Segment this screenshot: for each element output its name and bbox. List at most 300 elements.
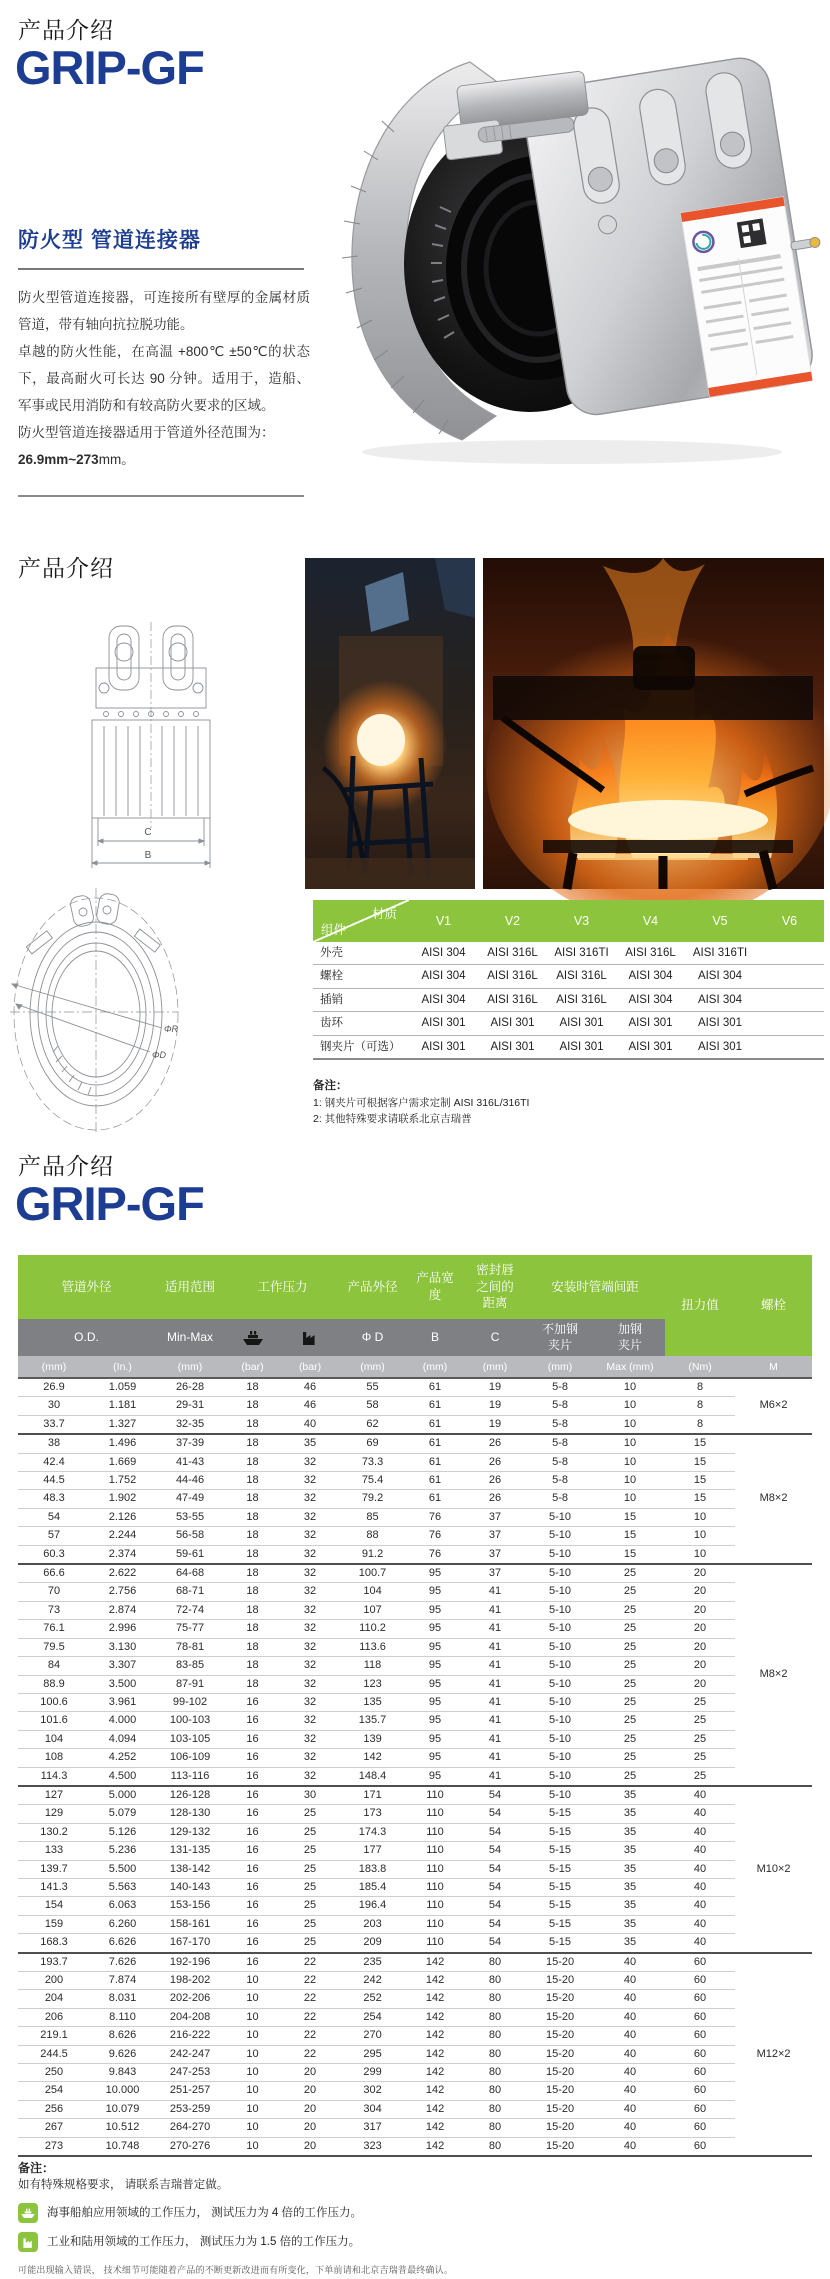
material-table	[313, 900, 824, 1060]
spec-cell: 60	[665, 1972, 735, 1990]
unit-bolt-m: M	[735, 1356, 812, 1378]
spec-cell: 35	[595, 1915, 665, 1933]
spec-cell: 5-10	[525, 1730, 595, 1748]
spec-row	[18, 2064, 812, 2082]
spec-cell: 8	[665, 1378, 735, 1397]
spec-cell: 5-8	[525, 1378, 595, 1397]
spec-cell: 113-116	[155, 1767, 225, 1786]
spec-cell: 54	[465, 1786, 525, 1805]
spec-cell: 110	[405, 1934, 465, 1953]
spec-row	[18, 1490, 812, 1508]
dimension-label-c: C	[144, 827, 152, 838]
spec-cell: 5-8	[525, 1490, 595, 1508]
spec-cell: 113.6	[340, 1638, 405, 1656]
spec-cell: 16	[225, 1712, 280, 1730]
spec-cell: 59-61	[155, 1545, 225, 1564]
material-value	[755, 988, 824, 1011]
spec-cell: 3.961	[90, 1693, 155, 1711]
spec-cell: 142	[405, 2045, 465, 2063]
material-value	[755, 1035, 824, 1059]
spec-cell: 76.1	[18, 1620, 90, 1638]
spec-row	[18, 1842, 812, 1860]
spec-cell: 80	[465, 2064, 525, 2082]
spec-cell: 70	[18, 1583, 90, 1601]
spec-cell: 153-156	[155, 1897, 225, 1915]
spec-cell: 15	[665, 1434, 735, 1453]
col-group-product-width: 产品宽度	[405, 1255, 465, 1319]
spec-cell: 7.874	[90, 1972, 155, 1990]
spec-cell: 110	[405, 1897, 465, 1915]
col-group-torque: 扭力值	[665, 1255, 735, 1356]
spec-cell: 10	[665, 1527, 735, 1545]
industrial-note-row	[18, 2232, 812, 2252]
spec-cell: 95	[405, 1564, 465, 1583]
unit-range-mm: (mm)	[155, 1356, 225, 1378]
spec-cell: 5-15	[525, 1842, 595, 1860]
spec-row	[18, 1786, 812, 1805]
spec-cell: 32	[280, 1620, 340, 1638]
spec-cell: 25	[280, 1878, 340, 1896]
spec-row	[18, 1990, 812, 2008]
col-minmax: Min-Max	[155, 1319, 225, 1356]
spec-cell: 18	[225, 1490, 280, 1508]
spec-cell: 26	[465, 1434, 525, 1453]
spec-cell: 32	[280, 1583, 340, 1601]
spec-cell: 15-20	[525, 1990, 595, 2008]
spec-cell: 20	[280, 2119, 340, 2137]
spec-cell: 26	[465, 1490, 525, 1508]
spec-cell: 5-8	[525, 1415, 595, 1434]
spec-cell: 95	[405, 1767, 465, 1786]
material-row	[313, 988, 824, 1011]
spec-cell: 10	[225, 2064, 280, 2082]
spec-cell: 80	[465, 1972, 525, 1990]
spec-cell: 95	[405, 1675, 465, 1693]
spec-row	[18, 1897, 812, 1915]
material-component: 外壳	[313, 942, 409, 965]
spec-cell: 88.9	[18, 1675, 90, 1693]
material-row	[313, 965, 824, 988]
footer-notes-title: 备注：	[18, 2161, 55, 2175]
spec-cell: 95	[405, 1620, 465, 1638]
spec-cell: 114.3	[18, 1767, 90, 1786]
spec-cell: 110	[405, 1878, 465, 1896]
spec-cell: 61	[405, 1378, 465, 1397]
spec-cell: 40	[665, 1805, 735, 1823]
col-group-pipe-od: 管道外径	[18, 1255, 155, 1319]
spec-table	[18, 1255, 812, 2157]
unit-phid-mm: (mm)	[340, 1356, 405, 1378]
spec-row	[18, 1527, 812, 1545]
material-col-v1: V1	[409, 900, 478, 942]
spec-cell: 35	[595, 1842, 665, 1860]
spec-cell: 15-20	[525, 2027, 595, 2045]
spec-cell: 18	[225, 1453, 280, 1471]
section1-subtitle: 防火型 管道连接器	[18, 229, 201, 252]
material-value: AISI 301	[547, 1035, 616, 1059]
bolt-size-cell: M8×2	[735, 1434, 812, 1564]
spec-cell: 60.3	[18, 1545, 90, 1564]
spec-cell: 142	[405, 1990, 465, 2008]
spec-cell: 25	[595, 1564, 665, 1583]
spec-cell: 8	[665, 1397, 735, 1415]
bolt-size-cell: M6×2	[735, 1378, 812, 1434]
spec-cell: 141.3	[18, 1878, 90, 1896]
spec-cell: 10	[665, 1545, 735, 1564]
spec-cell: 91.2	[340, 1545, 405, 1564]
unit-bar-marine: (bar)	[225, 1356, 280, 1378]
material-corner-cell	[313, 900, 409, 942]
material-value: AISI 304	[685, 988, 755, 1011]
spec-cell: 15-20	[525, 2137, 595, 2156]
spec-cell: 200	[18, 1972, 90, 1990]
material-corner-label: 材质	[371, 907, 397, 921]
spec-cell: 142	[405, 1972, 465, 1990]
spec-cell: 35	[595, 1786, 665, 1805]
spec-cell: 16	[225, 1693, 280, 1711]
spec-cell: 10	[225, 2082, 280, 2100]
bolt-size-cell: M10×2	[735, 1786, 812, 1953]
material-value: AISI 301	[616, 1012, 685, 1035]
material-value	[755, 942, 824, 965]
material-value: AISI 304	[409, 988, 478, 1011]
spec-cell: 20	[665, 1601, 735, 1619]
spec-cell: 5-10	[525, 1601, 595, 1619]
spec-cell: 25	[280, 1842, 340, 1860]
spec-cell: 5-8	[525, 1472, 595, 1490]
material-row	[313, 1012, 824, 1035]
spec-cell: 5-10	[525, 1620, 595, 1638]
spec-row	[18, 1638, 812, 1656]
spec-cell: 95	[405, 1730, 465, 1748]
spec-cell: 25	[665, 1693, 735, 1711]
spec-cell: 16	[225, 1953, 280, 1972]
spec-cell: 26.9	[18, 1378, 90, 1397]
spec-cell: 80	[465, 2082, 525, 2100]
spec-cell: 10	[225, 2045, 280, 2063]
technical-drawing-front	[84, 620, 218, 886]
spec-cell: 185.4	[340, 1878, 405, 1896]
spec-cell: 88	[340, 1527, 405, 1545]
spec-cell: 58	[340, 1397, 405, 1415]
spec-row	[18, 2045, 812, 2063]
spec-cell: 167-170	[155, 1934, 225, 1953]
spec-cell: 1.059	[90, 1378, 155, 1397]
spec-cell: 4.252	[90, 1749, 155, 1767]
fire-test-photo-right	[483, 558, 824, 889]
unit-noclip-mm: (mm)	[525, 1356, 595, 1378]
spec-cell: 35	[595, 1805, 665, 1823]
spec-cell: 16	[225, 1878, 280, 1896]
marine-note-text: 海事船舶应用领域的工作压力， 测试压力为 4 倍的工作压力。	[47, 2206, 362, 2219]
spec-cell: 142	[405, 2008, 465, 2026]
spec-cell: 159	[18, 1915, 90, 1933]
footer-note-line1: 如有特殊规格要求， 请联系吉瑞普定做。	[18, 2179, 229, 2191]
spec-cell: 18	[225, 1472, 280, 1490]
spec-row	[18, 2008, 812, 2026]
spec-cell: 29-31	[155, 1397, 225, 1415]
spec-row	[18, 1434, 812, 1453]
material-value: AISI 316L	[478, 988, 547, 1011]
spec-cell: 142	[405, 1953, 465, 1972]
spec-cell: 2.374	[90, 1545, 155, 1564]
spec-cell: 235	[340, 1953, 405, 1972]
spec-cell: 15-20	[525, 2008, 595, 2026]
spec-cell: 25	[595, 1712, 665, 1730]
spec-cell: 75.4	[340, 1472, 405, 1490]
spec-cell: 10	[595, 1434, 665, 1453]
spec-cell: 10	[225, 2008, 280, 2026]
spec-units-row	[18, 1356, 812, 1378]
material-row	[313, 1035, 824, 1059]
spec-cell: 26	[465, 1453, 525, 1471]
od-range-suffix: mm。	[98, 452, 135, 467]
spec-cell: 20	[665, 1620, 735, 1638]
spec-row	[18, 1378, 812, 1397]
spec-row	[18, 1712, 812, 1730]
spec-cell: 10	[595, 1415, 665, 1434]
spec-cell: 267	[18, 2119, 90, 2137]
spec-cell: 128-130	[155, 1805, 225, 1823]
spec-cell: 5-15	[525, 1915, 595, 1933]
spec-cell: 25	[665, 1712, 735, 1730]
spec-cell: 244.5	[18, 2045, 90, 2063]
spec-cell: 61	[405, 1397, 465, 1415]
spec-cell: 22	[280, 2008, 340, 2026]
spec-cell: 1.902	[90, 1490, 155, 1508]
spec-row	[18, 1601, 812, 1619]
spec-cell: 80	[465, 2027, 525, 2045]
unit-torque-nm: (Nm)	[665, 1356, 735, 1378]
spec-cell: 60	[665, 2027, 735, 2045]
spec-cell: 47-49	[155, 1490, 225, 1508]
spec-cell: 80	[465, 2045, 525, 2063]
spec-cell: 198-202	[155, 1972, 225, 1990]
spec-cell: 25	[595, 1638, 665, 1656]
spec-cell: 270	[340, 2027, 405, 2045]
spec-cell: 25	[665, 1767, 735, 1786]
spec-cell: 22	[280, 1953, 340, 1972]
spec-cell: 110	[405, 1842, 465, 1860]
spec-cell: 38	[18, 1434, 90, 1453]
material-row	[313, 942, 824, 965]
spec-cell: 95	[405, 1583, 465, 1601]
spec-cell: 1.181	[90, 1397, 155, 1415]
spec-cell: 18	[225, 1583, 280, 1601]
spec-row	[18, 1397, 812, 1415]
spec-cell: 40	[595, 2064, 665, 2082]
spec-cell: 100.7	[340, 1564, 405, 1583]
spec-cell: 25	[665, 1749, 735, 1767]
spec-cell: 253-259	[155, 2100, 225, 2118]
spec-row	[18, 1823, 812, 1841]
spec-cell: 54	[465, 1842, 525, 1860]
spec-cell: 37	[465, 1545, 525, 1564]
spec-cell: 135.7	[340, 1712, 405, 1730]
spec-cell: 61	[405, 1434, 465, 1453]
spec-cell: 25	[665, 1730, 735, 1748]
spec-row	[18, 1730, 812, 1748]
material-col-v3: V3	[547, 900, 616, 942]
spec-cell: 20	[665, 1583, 735, 1601]
spec-cell: 158-161	[155, 1915, 225, 1933]
section1-title: GRIP-GF	[15, 41, 204, 94]
spec-cell: 5-10	[525, 1675, 595, 1693]
material-value: AISI 304	[685, 965, 755, 988]
spec-cell: 15	[595, 1508, 665, 1526]
spec-cell: 40	[665, 1823, 735, 1841]
footer-notes	[18, 2160, 812, 2279]
spec-cell: 41	[465, 1601, 525, 1619]
industrial-pressure-cell	[280, 1319, 340, 1356]
spec-cell: 42.4	[18, 1453, 90, 1471]
spec-cell: 57	[18, 1527, 90, 1545]
spec-row	[18, 2027, 812, 2045]
spec-cell: 251-257	[155, 2082, 225, 2100]
material-note-2: 2: 其他特殊要求请联系北京吉瑞普	[313, 1113, 472, 1125]
spec-cell: 16	[225, 1897, 280, 1915]
material-value: AISI 316TI	[685, 942, 755, 965]
spec-cell: 242-247	[155, 2045, 225, 2063]
spec-cell: 104	[18, 1730, 90, 1748]
col-with-clip: 加钢夹片	[595, 1319, 665, 1356]
spec-cell: 83-85	[155, 1657, 225, 1675]
spec-cell: 37	[465, 1564, 525, 1583]
material-component: 插销	[313, 988, 409, 1011]
spec-cell: 104	[340, 1583, 405, 1601]
product-photo	[292, 20, 824, 468]
material-component: 齿环	[313, 1012, 409, 1035]
spec-cell: 25	[595, 1657, 665, 1675]
material-component: 钢夹片（可选）	[313, 1035, 409, 1059]
spec-cell: 40	[665, 1934, 735, 1953]
spec-cell: 35	[595, 1860, 665, 1878]
spec-cell: 99-102	[155, 1693, 225, 1711]
material-value: AISI 301	[409, 1035, 478, 1059]
spec-cell: 79.2	[340, 1490, 405, 1508]
spec-cell: 75-77	[155, 1620, 225, 1638]
spec-cell: 5-10	[525, 1786, 595, 1805]
spec-cell: 123	[340, 1675, 405, 1693]
spec-cell: 5-10	[525, 1749, 595, 1767]
spec-cell: 100.6	[18, 1693, 90, 1711]
spec-cell: 142	[405, 2119, 465, 2137]
spec-cell: 25	[595, 1601, 665, 1619]
spec-cell: 60	[665, 2137, 735, 2156]
intro-p2: 卓越的防火性能，在高温 +800℃ ±50℃的状态下，最高耐火可长达 90 分钟。适用于，造船、军事或民用消防和有较高防火要求的区域。	[18, 344, 310, 413]
spec-cell: 5.236	[90, 1842, 155, 1860]
col-group-pressure: 工作压力	[225, 1255, 340, 1319]
col-no-clip: 不加钢夹片	[525, 1319, 595, 1356]
spec-cell: 15-20	[525, 2082, 595, 2100]
spec-cell: 16	[225, 1934, 280, 1953]
spec-cell: 25	[280, 1934, 340, 1953]
material-col-v5: V5	[685, 900, 755, 942]
spec-row	[18, 1805, 812, 1823]
spec-cell: 41	[465, 1620, 525, 1638]
spec-cell: 40	[595, 1990, 665, 2008]
spec-cell: 106-109	[155, 1749, 225, 1767]
material-table-wrap	[313, 900, 824, 1060]
spec-cell: 25	[595, 1583, 665, 1601]
section3-kicker: 产品介绍	[18, 1153, 114, 1179]
spec-cell: 9.626	[90, 2045, 155, 2063]
spec-cell: 25	[280, 1897, 340, 1915]
material-value: AISI 301	[685, 1012, 755, 1035]
spec-cell: 60	[665, 2100, 735, 2118]
spec-table-body	[18, 1378, 812, 2156]
spec-cell: 8	[665, 1415, 735, 1434]
spec-cell: 204	[18, 1990, 90, 2008]
spec-cell: 40	[665, 1842, 735, 1860]
spec-cell: 10	[595, 1453, 665, 1471]
material-value: AISI 304	[409, 965, 478, 988]
spec-cell: 22	[280, 1990, 340, 2008]
spec-cell: 118	[340, 1657, 405, 1675]
spec-cell: 6.260	[90, 1915, 155, 1933]
spec-cell: 32	[280, 1675, 340, 1693]
divider	[18, 495, 304, 497]
spec-cell: 35	[595, 1897, 665, 1915]
spec-row	[18, 1545, 812, 1564]
spec-cell: 40	[595, 2100, 665, 2118]
spec-cell: 32	[280, 1712, 340, 1730]
spec-cell: 129	[18, 1805, 90, 1823]
spec-row	[18, 2119, 812, 2137]
spec-cell: 40	[595, 2137, 665, 2156]
spec-row	[18, 1583, 812, 1601]
spec-cell: 40	[595, 2008, 665, 2026]
spec-cell: 16	[225, 1786, 280, 1805]
spec-cell: 95	[405, 1693, 465, 1711]
material-notes-title: 备注：	[313, 1080, 348, 1092]
spec-row	[18, 1620, 812, 1638]
spec-cell: 142	[340, 1749, 405, 1767]
footer-disclaimer: 可能出现输入错误， 技术细节可能随着产品的不断更新改进而有所变化，下单前请和北京吉瑞普最终确认。	[18, 2265, 454, 2275]
od-range-value: 26.9mm~273	[18, 452, 99, 467]
spec-cell: 41	[465, 1583, 525, 1601]
spec-cell: 32	[280, 1472, 340, 1490]
spec-cell: 18	[225, 1564, 280, 1583]
spec-cell: 80	[465, 2137, 525, 2156]
spec-cell: 250	[18, 2064, 90, 2082]
spec-cell: 2.244	[90, 1527, 155, 1545]
spec-cell: 10	[595, 1378, 665, 1397]
spec-cell: 142	[405, 2027, 465, 2045]
spec-cell: 41-43	[155, 1453, 225, 1471]
spec-cell: 10	[595, 1490, 665, 1508]
spec-cell: 8.626	[90, 2027, 155, 2045]
spec-cell: 15	[665, 1472, 735, 1490]
material-value: AISI 304	[616, 988, 685, 1011]
spec-cell: 53-55	[155, 1508, 225, 1526]
spec-cell: 139.7	[18, 1860, 90, 1878]
spec-cell: 16	[225, 1730, 280, 1748]
spec-cell: 10.079	[90, 2100, 155, 2118]
material-value: AISI 301	[409, 1012, 478, 1035]
spec-cell: 46	[280, 1397, 340, 1415]
spec-cell: 20	[665, 1657, 735, 1675]
spec-cell: 40	[665, 1915, 735, 1933]
spec-cell: 295	[340, 2045, 405, 2063]
spec-row	[18, 1657, 812, 1675]
spec-cell: 5-8	[525, 1434, 595, 1453]
spec-cell: 16	[225, 1860, 280, 1878]
spec-cell: 18	[225, 1434, 280, 1453]
spec-cell: 10.512	[90, 2119, 155, 2137]
col-group-seal-lip: 密封唇之间的距离	[465, 1255, 525, 1319]
spec-cell: 204-208	[155, 2008, 225, 2026]
